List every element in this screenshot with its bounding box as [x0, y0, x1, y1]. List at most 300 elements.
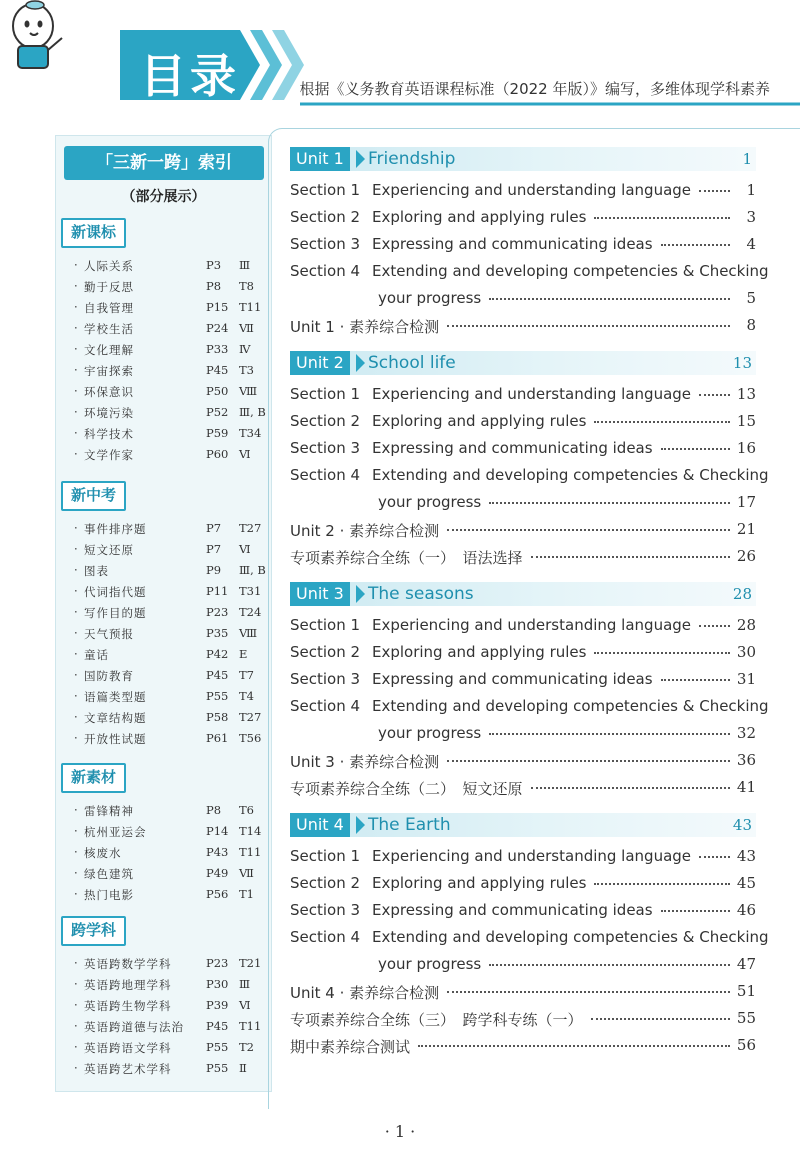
index-topic: 自我管理 [84, 301, 134, 315]
index-ref: T11 [239, 300, 262, 314]
unit-title: Friendship [368, 149, 456, 169]
dot-leader [594, 883, 730, 885]
unit-page: 1 [742, 150, 752, 168]
index-page: P8 [206, 803, 222, 817]
toc-entry [290, 697, 769, 721]
entry-title: Experiencing and understanding language [372, 847, 692, 865]
index-ref: T34 [239, 426, 262, 440]
index-topic: 杭州亚运会 [84, 825, 147, 839]
index-page: P7 [206, 521, 222, 535]
sidebar-group-list [74, 956, 269, 1082]
bullet-icon: · [74, 956, 78, 970]
index-page: P9 [206, 563, 222, 577]
index-topic: 英语跨数学学科 [84, 957, 172, 971]
bullet-icon: · [74, 998, 78, 1012]
index-ref: E [239, 647, 248, 661]
bullet-icon: · [74, 845, 78, 859]
entry-page: 5 [746, 289, 756, 307]
index-ref: T2 [239, 1040, 254, 1054]
section-label: Section 4 [290, 697, 361, 715]
bullet-icon: · [74, 321, 78, 335]
mascot-icon [0, 0, 70, 80]
toc-entry [290, 208, 756, 232]
index-row [74, 668, 269, 689]
section-label: Section 2 [290, 643, 361, 661]
index-row [74, 887, 269, 908]
entry-page: 36 [736, 751, 756, 769]
entry-title: 专项素养综合全练（二） 短文还原 [290, 780, 523, 798]
entry-page: 3 [746, 208, 756, 226]
index-topic: 热门电影 [84, 888, 134, 902]
index-page: P3 [206, 258, 222, 272]
bullet-icon: · [74, 866, 78, 880]
index-ref: Ⅲ, B [239, 405, 266, 419]
dot-leader [531, 787, 730, 789]
dot-leader [661, 244, 730, 246]
index-topic: 图表 [84, 564, 109, 578]
section-label: Section 3 [290, 901, 361, 919]
entry-title: Unit 2 · 素养综合检测 [290, 522, 440, 540]
dot-leader [531, 556, 730, 558]
entry-title: Extending and developing competencies & Checking [372, 466, 769, 484]
index-ref: T27 [239, 710, 262, 724]
index-row [74, 363, 269, 384]
entry-title: Exploring and applying rules [372, 208, 587, 226]
index-ref: T56 [239, 731, 262, 745]
entry-page: 1 [746, 181, 756, 199]
bullet-icon: · [74, 605, 78, 619]
entry-title: 专项素养综合全练（一） 语法选择 [290, 549, 523, 567]
sidebar-subheading: （部分展示） [121, 189, 206, 205]
bullet-icon: · [74, 803, 78, 817]
entry-title: Extending and developing competencies & Checking [372, 697, 769, 715]
index-page: P23 [206, 956, 229, 970]
entry-title: Expressing and communicating ideas [372, 439, 653, 457]
toc-entry [290, 235, 756, 259]
dot-leader [661, 910, 730, 912]
entry-title-continued: your progress [378, 493, 482, 511]
index-topic: 英语跨语文学科 [84, 1041, 172, 1055]
index-topic: 环保意识 [84, 385, 134, 399]
bullet-icon: · [74, 405, 78, 419]
index-ref: T31 [239, 584, 262, 598]
toc-entry [290, 874, 756, 898]
bullet-icon: · [74, 710, 78, 724]
entry-title: Expressing and communicating ideas [372, 235, 653, 253]
index-row [74, 563, 269, 584]
bullet-icon: · [74, 1040, 78, 1054]
index-row [74, 521, 269, 542]
entry-page: 31 [736, 670, 756, 688]
chevron-right-icon [356, 585, 365, 603]
index-topic: 写作目的题 [84, 606, 147, 620]
section-label: Section 2 [290, 412, 361, 430]
index-topic: 勤于反思 [84, 280, 134, 294]
section-label: Section 4 [290, 262, 361, 280]
dot-leader [447, 991, 730, 993]
entry-page: 15 [736, 412, 756, 430]
index-row [74, 1019, 269, 1040]
entry-title: 专项素养综合全练（三） 跨学科专练（一） [290, 1011, 583, 1029]
index-topic: 英语跨生物学科 [84, 999, 172, 1013]
toc-entry-continued [290, 493, 756, 517]
index-ref: T27 [239, 521, 262, 535]
index-page: P30 [206, 977, 229, 991]
index-row [74, 845, 269, 866]
index-page: P58 [206, 710, 229, 724]
section-label: Section 1 [290, 181, 361, 199]
page-number: · 1 · [384, 1122, 416, 1141]
toc-entry [290, 412, 756, 436]
unit-header [290, 147, 756, 171]
entry-title: Extending and developing competencies & Checking [372, 928, 769, 946]
dot-leader [447, 325, 730, 327]
index-topic: 英语跨地理学科 [84, 978, 172, 992]
index-topic: 文学作家 [84, 448, 134, 462]
index-page: P33 [206, 342, 229, 356]
entry-page: 28 [736, 616, 756, 634]
unit-header [290, 813, 756, 837]
index-topic: 学校生活 [84, 322, 134, 336]
unit-header [290, 351, 756, 375]
toc-entry [290, 643, 756, 667]
index-ref: T6 [239, 803, 254, 817]
bullet-icon: · [74, 384, 78, 398]
index-row [74, 647, 269, 668]
dot-leader [699, 190, 730, 192]
unit-page: 43 [732, 816, 752, 834]
index-topic: 科学技术 [84, 427, 134, 441]
dot-leader [699, 625, 730, 627]
index-page: P11 [206, 584, 229, 598]
entry-page: 32 [736, 724, 756, 742]
bullet-icon: · [74, 824, 78, 838]
entry-page: 4 [746, 235, 756, 253]
index-row [74, 300, 269, 321]
index-page: P45 [206, 1019, 229, 1033]
header-banner [0, 0, 800, 112]
entry-title-continued: your progress [378, 289, 482, 307]
toc-entry [290, 181, 756, 205]
bullet-icon: · [74, 300, 78, 314]
section-label: Section 3 [290, 439, 361, 457]
index-topic: 雷锋精神 [84, 804, 134, 818]
entry-page: 56 [736, 1036, 756, 1054]
index-ref: T11 [239, 845, 262, 859]
unit-title: The seasons [368, 584, 474, 604]
toc-entry [290, 466, 769, 490]
index-page: P55 [206, 689, 229, 703]
index-row [74, 866, 269, 887]
index-row [74, 1040, 269, 1061]
chevron-right-icon [356, 150, 365, 168]
dot-leader [699, 856, 730, 858]
index-topic: 开放性试题 [84, 732, 147, 746]
index-topic: 短文还原 [84, 543, 134, 557]
dot-leader [447, 529, 730, 531]
index-row [74, 1061, 269, 1082]
entry-title: Extending and developing competencies & Checking [372, 262, 769, 280]
dot-leader [489, 298, 730, 300]
page-title: 目录 [140, 49, 240, 103]
index-ref: Ⅵ [239, 998, 251, 1012]
index-row [74, 447, 269, 468]
entry-title: Expressing and communicating ideas [372, 901, 653, 919]
bullet-icon: · [74, 447, 78, 461]
entry-page: 47 [736, 955, 756, 973]
entry-page: 21 [736, 520, 756, 538]
dot-leader [418, 1045, 730, 1047]
entry-title: Unit 4 · 素养综合检测 [290, 984, 440, 1002]
index-page: P23 [206, 605, 229, 619]
index-row [74, 803, 269, 824]
index-page: P52 [206, 405, 229, 419]
bullet-icon: · [74, 279, 78, 293]
toc-entry [290, 316, 756, 340]
toc-entry [290, 1009, 756, 1033]
toc-entry [290, 982, 756, 1006]
bullet-icon: · [74, 1061, 78, 1075]
index-ref: Ⅶ [239, 321, 254, 335]
unit-page: 13 [732, 354, 752, 372]
index-ref: T14 [239, 824, 262, 838]
sidebar-group-list [74, 803, 269, 908]
dot-leader [489, 964, 730, 966]
toc-entry [290, 439, 756, 463]
index-page: P42 [206, 647, 229, 661]
index-sidebar [55, 135, 272, 1092]
dot-leader [447, 760, 730, 762]
index-ref: T8 [239, 279, 254, 293]
index-page: P35 [206, 626, 229, 640]
index-ref: Ⅲ, B [239, 563, 266, 577]
index-row [74, 258, 269, 279]
entry-page: 13 [736, 385, 756, 403]
toc-entry [290, 547, 756, 571]
index-row [74, 321, 269, 342]
unit-header [290, 582, 756, 606]
index-topic: 国防教育 [84, 669, 134, 683]
index-page: P61 [206, 731, 229, 745]
toc-entry [290, 385, 756, 409]
dot-leader [489, 733, 730, 735]
index-topic: 语篇类型题 [84, 690, 147, 704]
unit-title: School life [368, 353, 456, 373]
index-topic: 核废水 [84, 846, 122, 860]
index-page: P49 [206, 866, 229, 880]
index-topic: 英语跨道德与法治 [84, 1020, 184, 1034]
index-page: P39 [206, 998, 229, 1012]
index-row [74, 689, 269, 710]
dot-leader [594, 421, 730, 423]
sidebar-group-tag: 新课标 [61, 218, 126, 248]
sidebar-group-tag: 跨学科 [61, 916, 126, 946]
index-topic: 宇宙探索 [84, 364, 134, 378]
unit-tag: Unit 1 [290, 147, 350, 171]
entry-page: 26 [736, 547, 756, 565]
section-label: Section 4 [290, 466, 361, 484]
dot-leader [594, 652, 730, 654]
index-row [74, 405, 269, 426]
index-row [74, 956, 269, 977]
entry-title: Exploring and applying rules [372, 412, 587, 430]
page-subtitle: 根据《义务教育英语课程标准（2022 年版）》编写，多维体现学科素养 [299, 80, 770, 98]
entry-page: 45 [736, 874, 756, 892]
section-label: Section 1 [290, 847, 361, 865]
bullet-icon: · [74, 584, 78, 598]
toc-entry [290, 262, 769, 286]
index-row [74, 605, 269, 626]
bullet-icon: · [74, 731, 78, 745]
index-topic: 人际关系 [84, 259, 134, 273]
section-label: Section 1 [290, 385, 361, 403]
index-row [74, 977, 269, 998]
index-topic: 代词指代题 [84, 585, 147, 599]
index-topic: 环境污染 [84, 406, 134, 420]
entry-page: 8 [746, 316, 756, 334]
index-topic: 童话 [84, 648, 109, 662]
entry-title: Experiencing and understanding language [372, 616, 692, 634]
index-topic: 英语跨艺术学科 [84, 1062, 172, 1076]
index-topic: 文化理解 [84, 343, 134, 357]
index-row [74, 998, 269, 1019]
bullet-icon: · [74, 258, 78, 272]
index-ref: Ⅷ [239, 626, 258, 640]
entry-title: Exploring and applying rules [372, 643, 587, 661]
section-label: Section 2 [290, 208, 361, 226]
entry-page: 41 [736, 778, 756, 796]
toc-entry [290, 901, 756, 925]
index-ref: T21 [239, 956, 262, 970]
toc-entry-continued [290, 955, 756, 979]
index-page: P24 [206, 321, 229, 335]
bullet-icon: · [74, 521, 78, 535]
entry-title: Unit 3 · 素养综合检测 [290, 753, 440, 771]
index-page: P55 [206, 1040, 229, 1054]
toc-entry [290, 778, 756, 802]
toc-entry [290, 520, 756, 544]
index-topic: 天气预报 [84, 627, 134, 641]
unit-tag: Unit 4 [290, 813, 350, 837]
entry-page: 16 [736, 439, 756, 457]
index-page: P7 [206, 542, 222, 556]
index-ref: Ⅱ [239, 1061, 247, 1075]
chevron-right-icon [356, 816, 365, 834]
entry-page: 46 [736, 901, 756, 919]
index-page: P43 [206, 845, 229, 859]
index-ref: Ⅷ [239, 384, 258, 398]
index-ref: T3 [239, 363, 254, 377]
index-page: P14 [206, 824, 229, 838]
bullet-icon: · [74, 668, 78, 682]
index-page: P55 [206, 1061, 229, 1075]
index-ref: T24 [239, 605, 262, 619]
entry-title-continued: your progress [378, 724, 482, 742]
entry-page: 17 [736, 493, 756, 511]
section-label: Section 3 [290, 670, 361, 688]
unit-page: 28 [732, 585, 752, 603]
dot-leader [661, 448, 730, 450]
index-row [74, 584, 269, 605]
index-ref: T4 [239, 689, 254, 703]
bullet-icon: · [74, 887, 78, 901]
sidebar-group-list [74, 521, 269, 752]
index-ref: T7 [239, 668, 254, 682]
entry-title: Unit 1 · 素养综合检测 [290, 318, 440, 336]
index-row [74, 384, 269, 405]
index-row [74, 824, 269, 845]
unit-tag: Unit 3 [290, 582, 350, 606]
index-row [74, 342, 269, 363]
bullet-icon: · [74, 689, 78, 703]
section-label: Section 3 [290, 235, 361, 253]
index-ref: Ⅲ [239, 977, 251, 991]
toc-entry [290, 670, 756, 694]
index-topic: 事件排序题 [84, 522, 147, 536]
sidebar-heading: 「三新一跨」索引 [64, 146, 264, 180]
entry-page: 43 [736, 847, 756, 865]
index-page: P15 [206, 300, 229, 314]
toc-entry [290, 751, 756, 775]
toc-entry-continued [290, 289, 756, 313]
index-row [74, 542, 269, 563]
index-page: P56 [206, 887, 229, 901]
bullet-icon: · [74, 363, 78, 377]
index-row [74, 731, 269, 752]
toc-entry [290, 616, 756, 640]
index-row [74, 279, 269, 300]
index-page: P45 [206, 668, 229, 682]
index-row [74, 626, 269, 647]
index-topic: 文章结构题 [84, 711, 147, 725]
entry-title: 期中素养综合测试 [290, 1038, 411, 1056]
index-page: P50 [206, 384, 229, 398]
index-ref: Ⅵ [239, 542, 251, 556]
entry-title: Exploring and applying rules [372, 874, 587, 892]
entry-page: 55 [736, 1009, 756, 1027]
section-label: Section 1 [290, 616, 361, 634]
index-page: P60 [206, 447, 229, 461]
toc-entry [290, 928, 769, 952]
section-label: Section 4 [290, 928, 361, 946]
entry-title: Experiencing and understanding language [372, 385, 692, 403]
index-row [74, 426, 269, 447]
index-page: P45 [206, 363, 229, 377]
entry-page: 51 [736, 982, 756, 1000]
dot-leader [591, 1018, 730, 1020]
bullet-icon: · [74, 342, 78, 356]
dot-leader [661, 679, 730, 681]
index-ref: T1 [239, 887, 254, 901]
index-ref: Ⅶ [239, 866, 254, 880]
entry-title: Expressing and communicating ideas [372, 670, 653, 688]
toc-entry [290, 847, 756, 871]
chevron-right-icon [356, 354, 365, 372]
index-ref: Ⅲ [239, 258, 251, 272]
bullet-icon: · [74, 563, 78, 577]
bullet-icon: · [74, 426, 78, 440]
bullet-icon: · [74, 542, 78, 556]
index-page: P8 [206, 279, 222, 293]
bullet-icon: · [74, 626, 78, 640]
entry-page: 30 [736, 643, 756, 661]
unit-tag: Unit 2 [290, 351, 350, 375]
sidebar-group-tag: 新素材 [61, 763, 126, 793]
bullet-icon: · [74, 977, 78, 991]
dot-leader [594, 217, 730, 219]
entry-title: Experiencing and understanding language [372, 181, 692, 199]
index-page: P59 [206, 426, 229, 440]
